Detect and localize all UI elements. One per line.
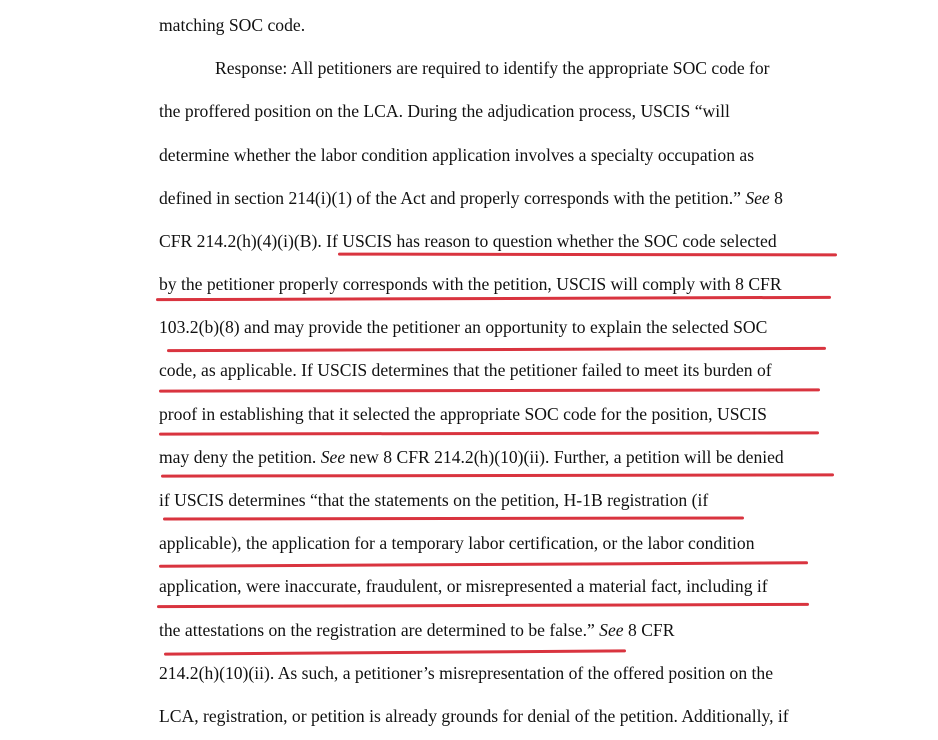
red-underline-mark [156, 296, 831, 301]
text-line: 214.2(h)(10)(ii). As such, a petitioner’s misrepresentation of the offered position on the [159, 663, 774, 683]
red-underline-mark [338, 253, 837, 257]
text-line: Response: All petitioners are required to identify the appropriate SOC code for [215, 58, 770, 78]
red-underline-mark [164, 649, 626, 655]
red-underline-mark [163, 516, 744, 520]
text-line: matching SOC code. [159, 15, 306, 35]
text-line: CFR 214.2(h)(4)(i)(B). If USCIS has reason to question whether the SOC code selected [159, 231, 777, 251]
red-underline-mark [167, 347, 826, 352]
red-underline-mark [159, 388, 820, 392]
text-line: determine whether the labor condition application involves a specialty occupation as [159, 145, 755, 165]
text-line: application, were inaccurate, fraudulent, or misrepresented a material fact, including if [159, 576, 768, 596]
red-underline-mark [159, 431, 819, 435]
text-line: if USCIS determines “that the statements on the petition, H-1B registration (if [159, 490, 709, 510]
red-underline-mark [159, 561, 808, 567]
text-line: code, as applicable. If USCIS determines that the petitioner failed to meet its burden of [159, 360, 772, 380]
text-line: by the petitioner properly corresponds with the petition, USCIS will comply with 8 CFR [159, 274, 782, 294]
text-line: may deny the petition. See new 8 CFR 214.2(h)(10)(ii). Further, a petition will be denied [159, 447, 784, 467]
text-line: defined in section 214(i)(1) of the Act and properly corresponds with the petition.” See 8 [159, 188, 783, 208]
text-line: applicable), the application for a temporary labor certification, or the labor condition [159, 533, 755, 553]
text-line: the proffered position on the LCA. During the adjudication process, USCIS “will [159, 101, 730, 121]
red-underline-mark [157, 603, 809, 608]
text-line: 103.2(b)(8) and may provide the petitioner an opportunity to explain the selected SOC [159, 317, 768, 337]
text-line: proof in establishing that it selected the appropriate SOC code for the position, USCIS [159, 404, 767, 424]
red-underline-mark [161, 473, 834, 477]
text-line: LCA, registration, or petition is already grounds for denial of the petition. Additionally, if [159, 706, 789, 726]
text-line: the attestations on the registration are determined to be false.” See 8 CFR [159, 620, 675, 640]
